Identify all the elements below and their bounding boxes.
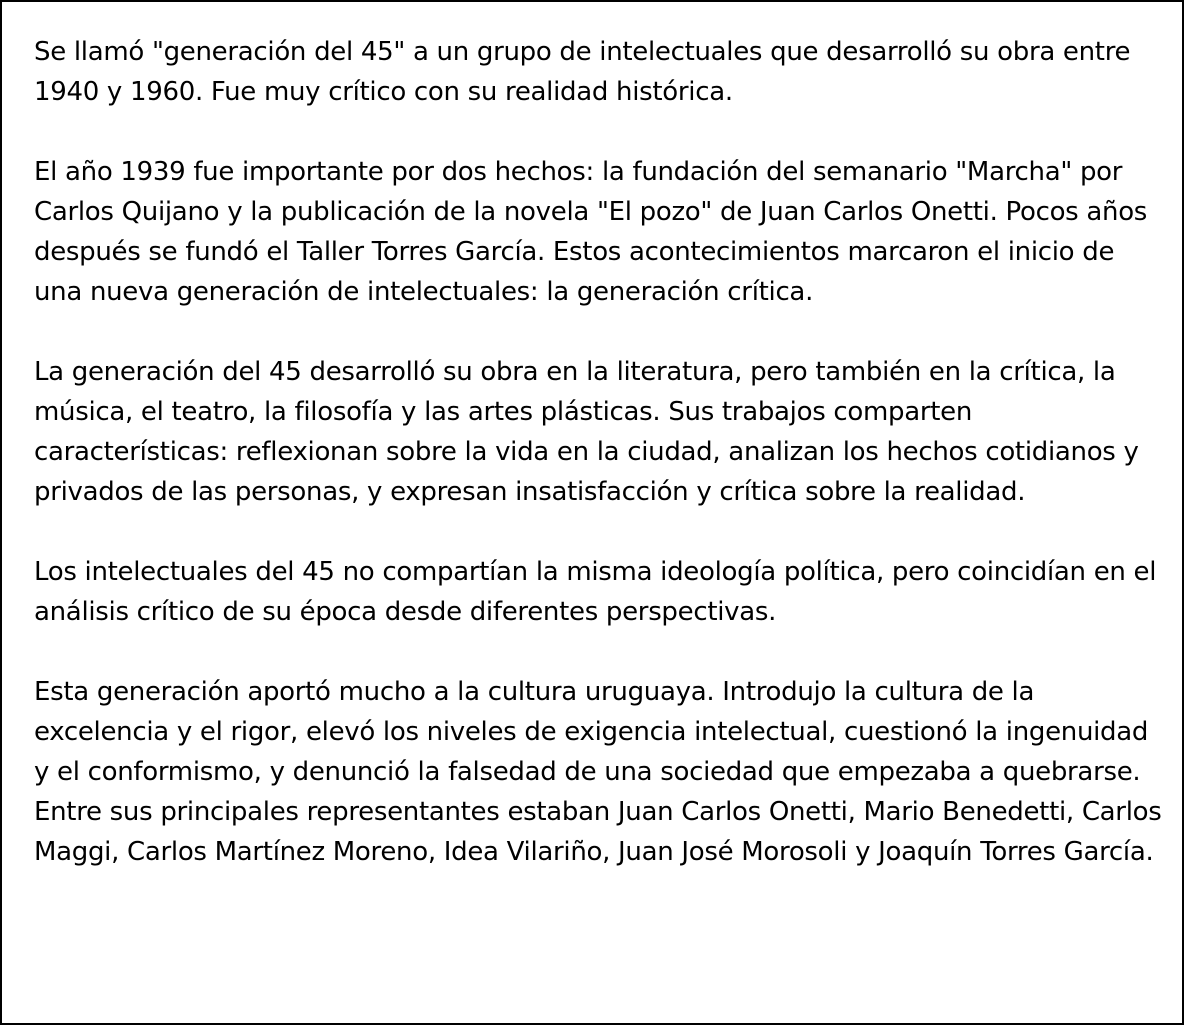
document-body: [34, 32, 1169, 872]
paragraph-aportes: Esta generación aportó mucho a la cultura uruguaya. Introdujo la cultura de la excelencia y el rigor, elevó los niveles de exigencia intelectual, cuestionó la ingenuidad y el conformismo, y denunció la falsedad de una sociedad que empezaba a quebrarse. Entre sus principales representantes estaban Juan Carlos Onetti, Mario Benedetti, Carlos Maggi, Carlos Martínez Moreno, Idea Vilariño, Juan José Morosoli y Joaquín Torres García.: [34, 677, 1162, 867]
paragraph-1939: El año 1939 fue importante por dos hechos: la fundación del semanario "Marcha" por Carlos Quijano y la publicación de la novela "El pozo" de Juan Carlos Onetti. Pocos años después se fundó el Taller Torres García. Estos acontecimientos marcaron el inicio de una nueva generación de intelectuales: la generación crítica.: [34, 157, 1148, 307]
paragraph-ideologia: Los intelectuales del 45 no compartían la misma ideología política, pero coincidían en el análisis crítico de su época desde diferentes perspectivas.: [34, 557, 1157, 627]
paragraph-generacion-45: Se llamó "generación del 45" a un grupo de intelectuales que desarrolló su obra entre 1940 y 1960. Fue muy crítico con su realidad histórica.: [34, 37, 1131, 107]
paragraph-obra: La generación del 45 desarrolló su obra en la literatura, pero también en la crítica, la música, el teatro, la filosofía y las artes plásticas. Sus trabajos comparten características: reflexionan sobre la vida en la ciudad, analizan los hechos cotidianos y privados de las personas, y expresan insatisfacción y crítica sobre la realidad.: [34, 357, 1139, 507]
